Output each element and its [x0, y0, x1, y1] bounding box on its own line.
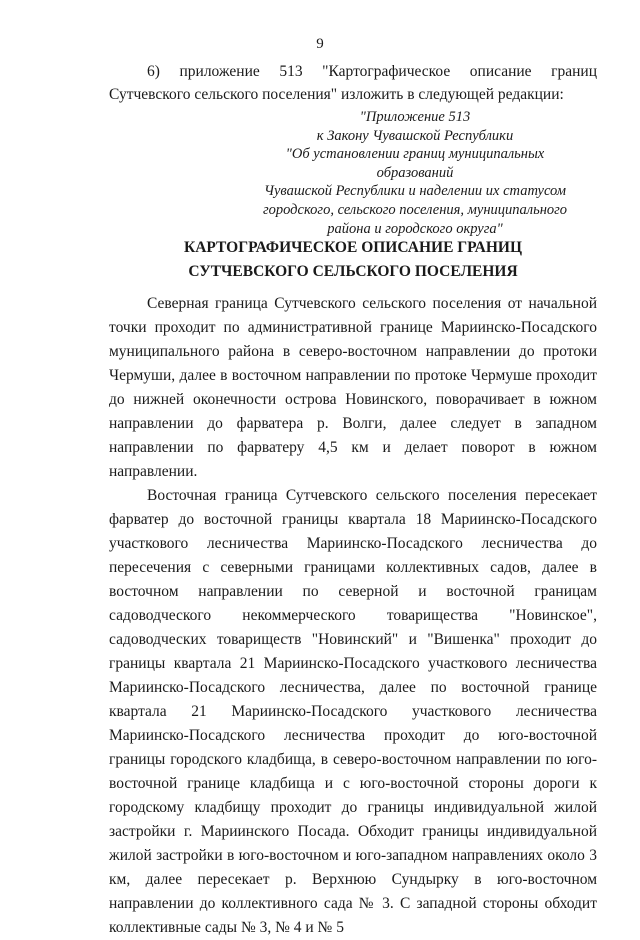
appendix-ref-line: к Закону Чувашской Республики — [316, 127, 514, 144]
intro-paragraph — [109, 60, 597, 106]
appendix-ref-line: "Приложение 513 — [359, 109, 471, 125]
title-line: КАРТОГРАФИЧЕСКОЕ ОПИСАНИЕ ГРАНИЦ — [183, 239, 523, 256]
intro-text: 6) приложение 513 "Картографическое описание границ Сутчевского сельского поселения" изложить в следующей редакции: — [109, 63, 597, 103]
appendix-ref-line: городского, сельского поселения, муниципального — [262, 201, 568, 218]
appendix-ref-line: Чувашской Республики и наделении их статусом — [263, 183, 567, 200]
document-body — [109, 292, 597, 940]
title-line: СУТЧЕВСКОГО СЕЛЬСКОГО ПОСЕЛЕНИЯ — [188, 263, 518, 280]
page-number: 9 — [316, 36, 324, 52]
paragraph-east-border: Восточная граница Сутчевского сельского поселения пересекает фарватер до восточной границы квартала 18 Мариинско-Посадского участкового лесничества Мариинско-Посадского лесничества до пересечения с северными границами коллективных садов, далее в восточном направлении по северной и восточной границам садоводческого некоммерческого товарищества "Новинское", садоводческих товариществ "Новинский" и "Вишенка" проходит до границы квартала 21 Мариинско-Посадского участкового лесничества Мариинско-Посадского лесничества, далее по восточной границе квартала 21 Мариинско-Посадского участкового лесничества Мариинско-Посадского лесничества проходит до юго-восточной границы городского кладбища, в северо-восточном направлении по юго-восточной границе кладбища и с юго-восточной стороны дороги к городскому кладбищу проходит до границы индивидуальной жилой застройки г. Мариинского Посада. Обходит границы индивидуальной жилой застройки в юго-восточном и юго-западном направлениях около 3 км, далее пересекает р. Верхнюю Сундырку в юго-восточном направлении до коллективного сада № 3. С западной стороны обходит коллективные сады № 3, № 4 и № 5 — [109, 487, 597, 936]
document-title — [110, 236, 596, 284]
appendix-ref-line: "Об установлении границ муниципальных образований — [285, 146, 545, 181]
paragraph-north-border: Северная граница Сутчевского сельского поселения от начальной точки проходит по административной границе Мариинско-Посадского муниципального района в северо-восточном направлении до протоки Чермуши, далее в восточном направлении по протоке Чермуше проходит до нижней оконечности острова Новинского, поворачивает в южном направлении до фарватера р. Волги, далее следует в западном направлении по фарватеру 4,5 км и делает поворот в южном направлении. — [109, 295, 597, 480]
appendix-reference — [250, 108, 580, 238]
appendix-ref-line: района и городского округа" — [327, 220, 503, 237]
